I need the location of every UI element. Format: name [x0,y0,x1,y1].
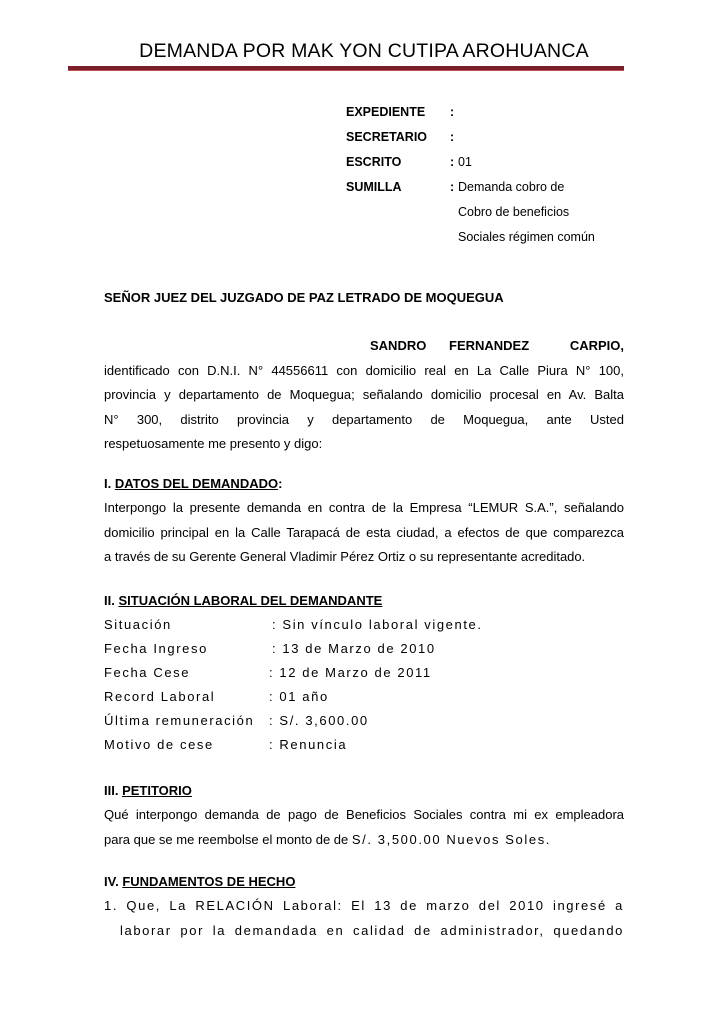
labor-key: Motivo de cese [104,737,214,752]
intro-name-3: CARPIO, [569,338,624,353]
document-header-title: DEMANDA POR MAK YON CUTIPA AROHUANCA [139,40,589,62]
section-1-title: DATOS DEL DEMANDADO [114,476,279,491]
intro-name-2: FERNANDEZ [449,338,530,353]
labor-value: : Renuncia [269,737,348,752]
section-3-heading [104,783,192,798]
section-4-heading [104,874,295,889]
section-3-line-2a: para que se me reembolse el monto de de [104,831,352,847]
section-4-line-1: 1. Que, La RELACIÓN Laboral: El 13 de marzo del 2010 ingresé a [104,898,624,913]
intro-name-line [104,334,624,359]
section-3-body [104,803,624,852]
section-1-line-3: a través de su Gerente General Vladimir Pérez Ortiz o su representante acreditado. [104,549,586,564]
section-3-line-1: Qué interpongo demanda de pago de Beneficios Sociales contra mi ex empleadora [104,807,624,822]
escrito-value: 01 [458,155,472,169]
section-2-heading [104,593,382,608]
secretario-colon: : [450,130,455,144]
intro-line-1: identificado con D.N.I. N° 44556611 con domicilio real en La Calle Piura N° 100, [104,362,624,378]
section-3-line-2 [104,828,624,853]
section-4-title: FUNDAMENTOS DE HECHO [122,874,296,889]
section-1-heading [104,476,282,491]
sumilla-line-2: Cobro de beneficios [458,205,570,219]
expediente-label: EXPEDIENTE [346,105,426,119]
labor-key: Situación [104,617,172,632]
labor-value: : 13 de Marzo de 2010 [272,641,436,656]
sumilla-line-1: Demanda cobro de [458,180,565,194]
intro-paragraph [104,334,624,457]
intro-line-2: provincia y departamento de Moquegua; señalando domicilio procesal en Av. Balta [104,387,624,402]
section-4-line-2: laborar por la demandada en calidad de administrador, quedando [120,922,624,938]
sumilla-line-3: Sociales régimen común [458,230,595,244]
escrito-label: ESCRITO [346,155,402,169]
labor-value: : 12 de Marzo de 2011 [269,665,432,680]
secretario-label: SECRETARIO [346,130,428,144]
expediente-colon: : [450,105,455,119]
section-1-suffix: : [278,476,283,491]
labor-value: : 01 año [269,689,329,704]
section-2-number: II. [104,593,115,608]
section-1-number: I. [104,476,112,491]
section-4-number: IV. [104,874,119,889]
petitorio-amount: S/. 3,500.00 Nuevos Soles. [351,831,552,847]
header-rule [68,66,624,71]
labor-value: : S/. 3,600.00 [269,713,369,728]
section-1-line-1: Interpongo la presente demanda en contra de la Empresa “LEMUR S.A.”, señalando [104,500,624,515]
intro-line-3: N° 300, distrito provincia y departamento de Moquegua, ante Usted [104,411,624,427]
section-1-body [104,496,624,570]
section-2-title: SITUACIÓN LABORAL DEL DEMANDANTE [118,593,383,608]
section-4-body [104,894,624,943]
intro-line-4: respetuosamente me presento y digo: [104,436,323,451]
intro-name-1: SANDRO [370,338,427,353]
escrito-colon: : [450,155,455,169]
sumilla-label: SUMILLA [346,180,402,194]
section-3-title: PETITORIO [122,783,192,798]
sumilla-colon: : [450,180,455,194]
labor-key: Última remuneración [104,713,255,728]
addressee: SEÑOR JUEZ DEL JUZGADO DE PAZ LETRADO DE MOQUEGUA [104,290,504,305]
labor-key: Record Laboral [104,689,216,704]
labor-key: Fecha Ingreso [104,641,208,656]
section-3-number: III. [104,783,119,798]
labor-key: Fecha Cese [104,665,191,680]
section-1-line-2: domicilio principal en la Calle Tarapacá de esta ciudad, a efectos de que comparezca [104,524,624,540]
labor-value: : Sin vínculo laboral vigente. [272,617,483,632]
